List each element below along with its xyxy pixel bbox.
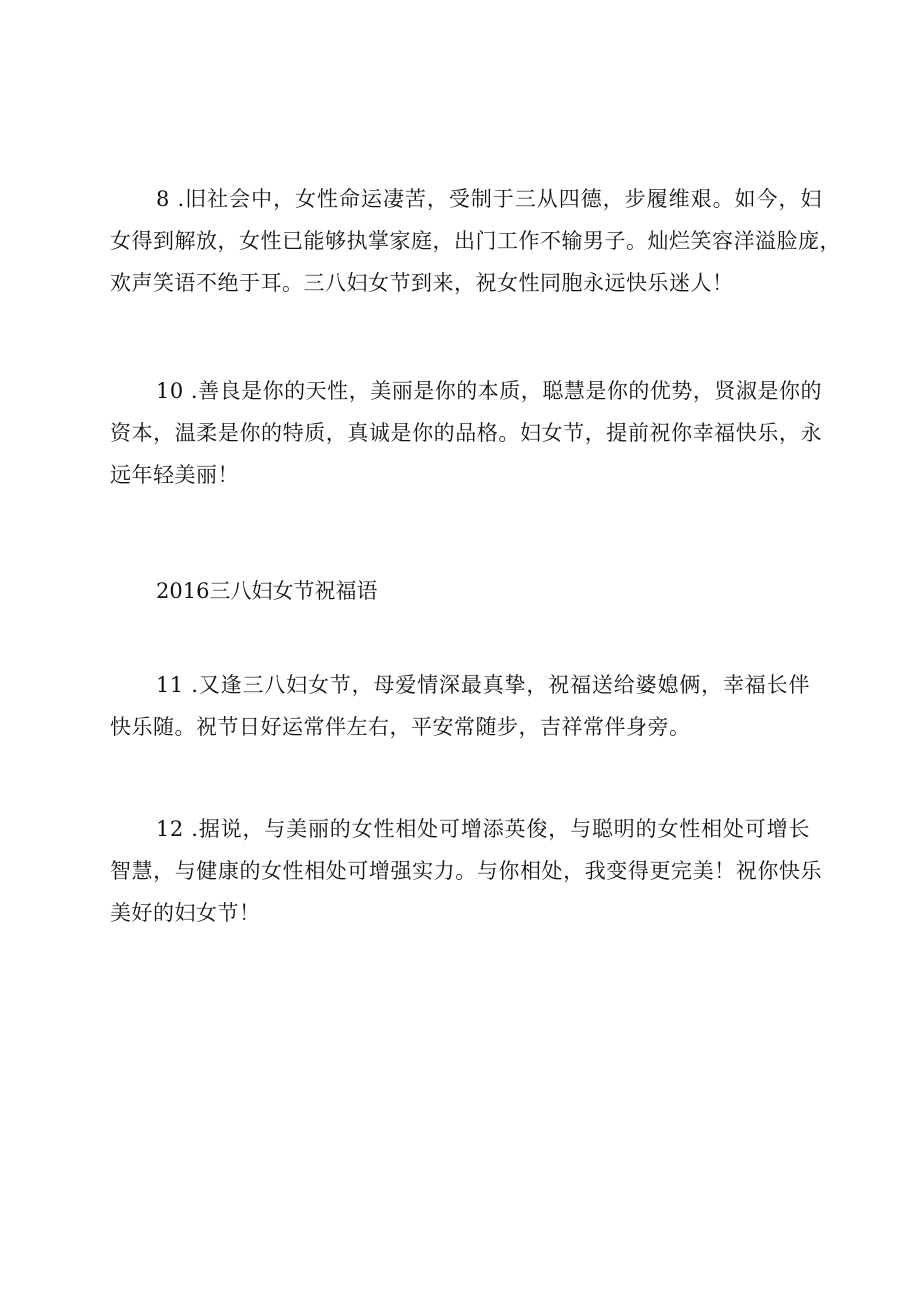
paragraph-line: 远年轻美丽！ bbox=[110, 463, 239, 487]
section-heading: 2016三八妇女节祝福语 bbox=[156, 579, 378, 603]
paragraph-line: 12 .据说，与美丽的女性相处可增添英俊，与聪明的女性相处可增长 bbox=[156, 817, 810, 841]
paragraph-line: 8 .旧社会中，女性命运凄苦，受制于三从四德，步履维艰。如今，妇 bbox=[156, 187, 822, 211]
paragraph-11 bbox=[110, 664, 810, 748]
paragraph-line: 美好的妇女节！ bbox=[110, 901, 261, 925]
paragraph-line: 资本，温柔是你的特质，真诚是你的品格。妇女节，提前祝你幸福快乐，永 bbox=[110, 421, 822, 445]
paragraph-line: 女得到解放，女性已能够执掌家庭，出门工作不输男子。灿烂笑容洋溢脸庞， bbox=[110, 229, 841, 253]
paragraph-line: 快乐随。祝节日好运常伴左右，平安常随步，吉祥常伴身旁。 bbox=[110, 715, 691, 739]
paragraph-line: 11 .又逢三八妇女节，母爱情深最真挚，祝福送给婆媳俩，幸福长伴 bbox=[156, 673, 810, 697]
paragraph-12 bbox=[110, 808, 822, 934]
paragraph-line: 欢声笑语不绝于耳。三八妇女节到来，祝女性同胞永远快乐迷人！ bbox=[110, 271, 734, 295]
paragraph-10 bbox=[110, 370, 822, 496]
paragraph-line: 10 .善良是你的天性，美丽是你的本质，聪慧是你的优势，贤淑是你的 bbox=[156, 379, 822, 403]
paragraph-8 bbox=[110, 178, 841, 304]
paragraph-line: 智慧，与健康的女性相处可增强实力。与你相处，我变得更完美！祝你快乐 bbox=[110, 859, 822, 883]
